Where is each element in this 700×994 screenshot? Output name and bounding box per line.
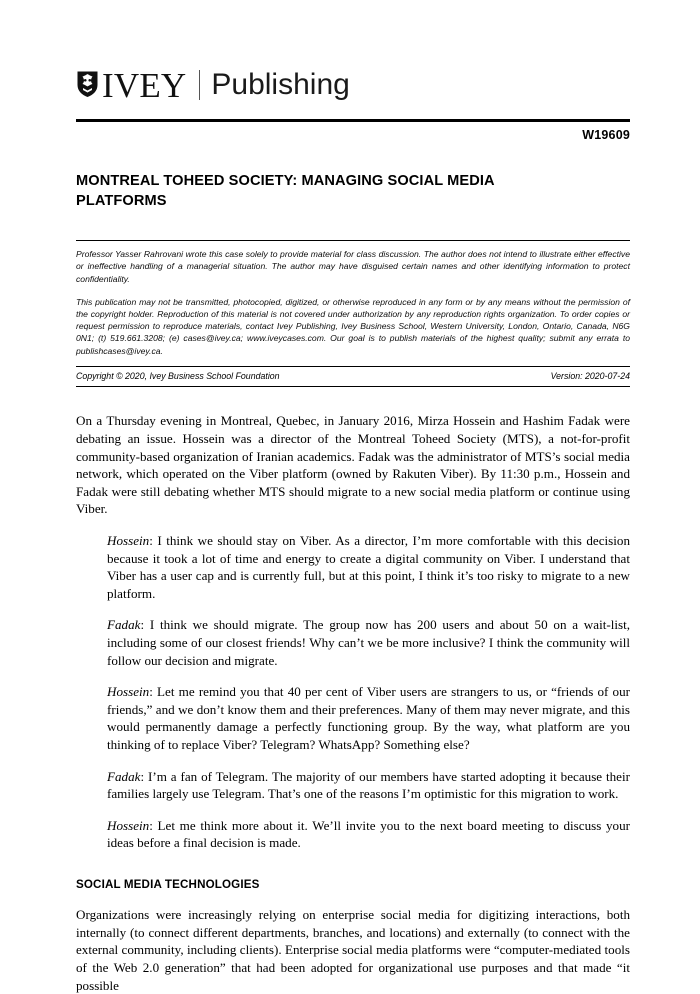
dialogue-separator: : — [149, 532, 158, 548]
ivey-publishing-masthead — [76, 0, 630, 106]
dialogue-speaker: Hossein — [107, 817, 150, 833]
section-heading-social-media-technologies: SOCIAL MEDIA TECHNOLOGIES — [76, 878, 260, 892]
dialogue-text: I’m a fan of Telegram. The majority of our members have started adopting it because their families largely use Telegram. That’s one of the reasons I’m optimistic for this migration to work. — [107, 768, 630, 802]
masthead-divider — [199, 70, 200, 100]
version-text: Version: 2020-07-24 — [550, 370, 630, 381]
publishing-wordmark: Publishing — [211, 68, 350, 101]
dialogue-text: Let me think more about it. We’ll invite you to the next board meeting to discuss your ideas before a final decision is made. — [107, 817, 630, 851]
ivey-wordmark: IVEY — [102, 65, 187, 105]
dialogue-speaker: Fadak — [107, 768, 141, 784]
dialogue-speaker: Fadak — [107, 617, 141, 633]
dialogue-separator: : — [140, 768, 148, 784]
dialogue-text: Let me remind you that 40 per cent of Viber users are strangers to us, or “friends of our friends,” and we don’t know them and their preferences. Many of them may never migrate, and this would permanently damage a perfectly functioning group. By the way, what platform are you thinking of to replace Viber? Telegram? WhatsApp? Something else? — [107, 684, 631, 753]
intro-paragraph: On a Thursday evening in Montreal, Quebec, in January 2016, Mirza Hossein and Hashim Fadak were debating an issue. Hossein was a director of the Montreal Toheed Society (MTS), a not-for-profit community-based organization of Iranian academics. Fadak was the administrator of MTS’s social media network, which operated on the Viber platform (owned by Rakuten Viber). By 11:30 p.m., Hossein and Fadak were still debating whether MTS should migrate to a new social media platform or continue using Viber. — [76, 413, 630, 517]
dialogue-line — [107, 768, 630, 803]
document-number: W19609 — [582, 128, 630, 142]
dialogue-speaker: Hossein — [107, 684, 150, 700]
dialogue-text: I think we should migrate. The group now has 200 users and about 50 on a wait-list, including some of our closest friends! Why can’t we be more inclusive? I think the community will follow our decision and migrate. — [107, 617, 630, 668]
page-content-column — [76, 0, 630, 994]
dialogue-separator: : — [149, 684, 158, 700]
copyright-text: Copyright © 2020, Ivey Business School Foundation — [76, 370, 280, 381]
dialogue-line — [107, 532, 630, 602]
dialogue-line — [107, 683, 630, 753]
case-title: MONTREAL TOHEED SOCIETY: MANAGING SOCIAL MEDIA PLATFORMS — [76, 173, 495, 210]
copyright-row — [76, 367, 630, 386]
dialogue-line — [107, 817, 630, 852]
case-body — [76, 387, 630, 994]
western-shield-crest-icon — [76, 70, 99, 98]
dialogue-line — [107, 616, 630, 669]
reproduction-notice: This publication may not be transmitted, photocopied, digitized, or otherwise reproduced in any form or by any means without the permission of the copyright holder. Reproduction of this material is not covered under authorization by any reproduction rights organization. To order copies or request permission to reproduce materials, contact Ivey Publishing, Ivey Business School, Western University, London, Ontario, Canada, N6G 0N1; (t) 519.661.3208; (e) cases@ivey.ca; www.iveycases.com. Our goal is to publish materials of the highest quality; submit any errata to publishcases@ivey.ca. — [76, 296, 630, 356]
dialogue-text: I think we should stay on Viber. As a director, I’m more comfortable with this decision because it took a lot of time and energy to create a digital community on Viber. I understand that Viber has a user cap and is currently full, but at this point, I think it’s too risky to migrate to a new platform. — [107, 532, 630, 601]
dialogue-separator: : — [140, 617, 150, 633]
section-paragraph: Organizations were increasingly relying on enterprise social media for digitizing interactions, both internally (to connect different departments, branches, and locations) and externally (to connect with the external community, including clients). Enterprise social media platforms were “computer-mediated tools of the Web 2.0 generation” that had been adopted for organizational use purposes and that made “it possible — [76, 907, 630, 993]
dialogue-speaker: Hossein — [107, 532, 150, 548]
legal-block-top-rule — [76, 240, 630, 241]
author-disclaimer: Professor Yasser Rahrovani wrote this case solely to provide material for class discussion. The author does not intend to illustrate either effective or ineffective handling of a managerial situation. The author may have disguised certain names and other identifying information to protect confidentiality. — [76, 249, 630, 284]
dialogue-separator: : — [149, 817, 158, 833]
dialogue-list — [76, 532, 630, 852]
